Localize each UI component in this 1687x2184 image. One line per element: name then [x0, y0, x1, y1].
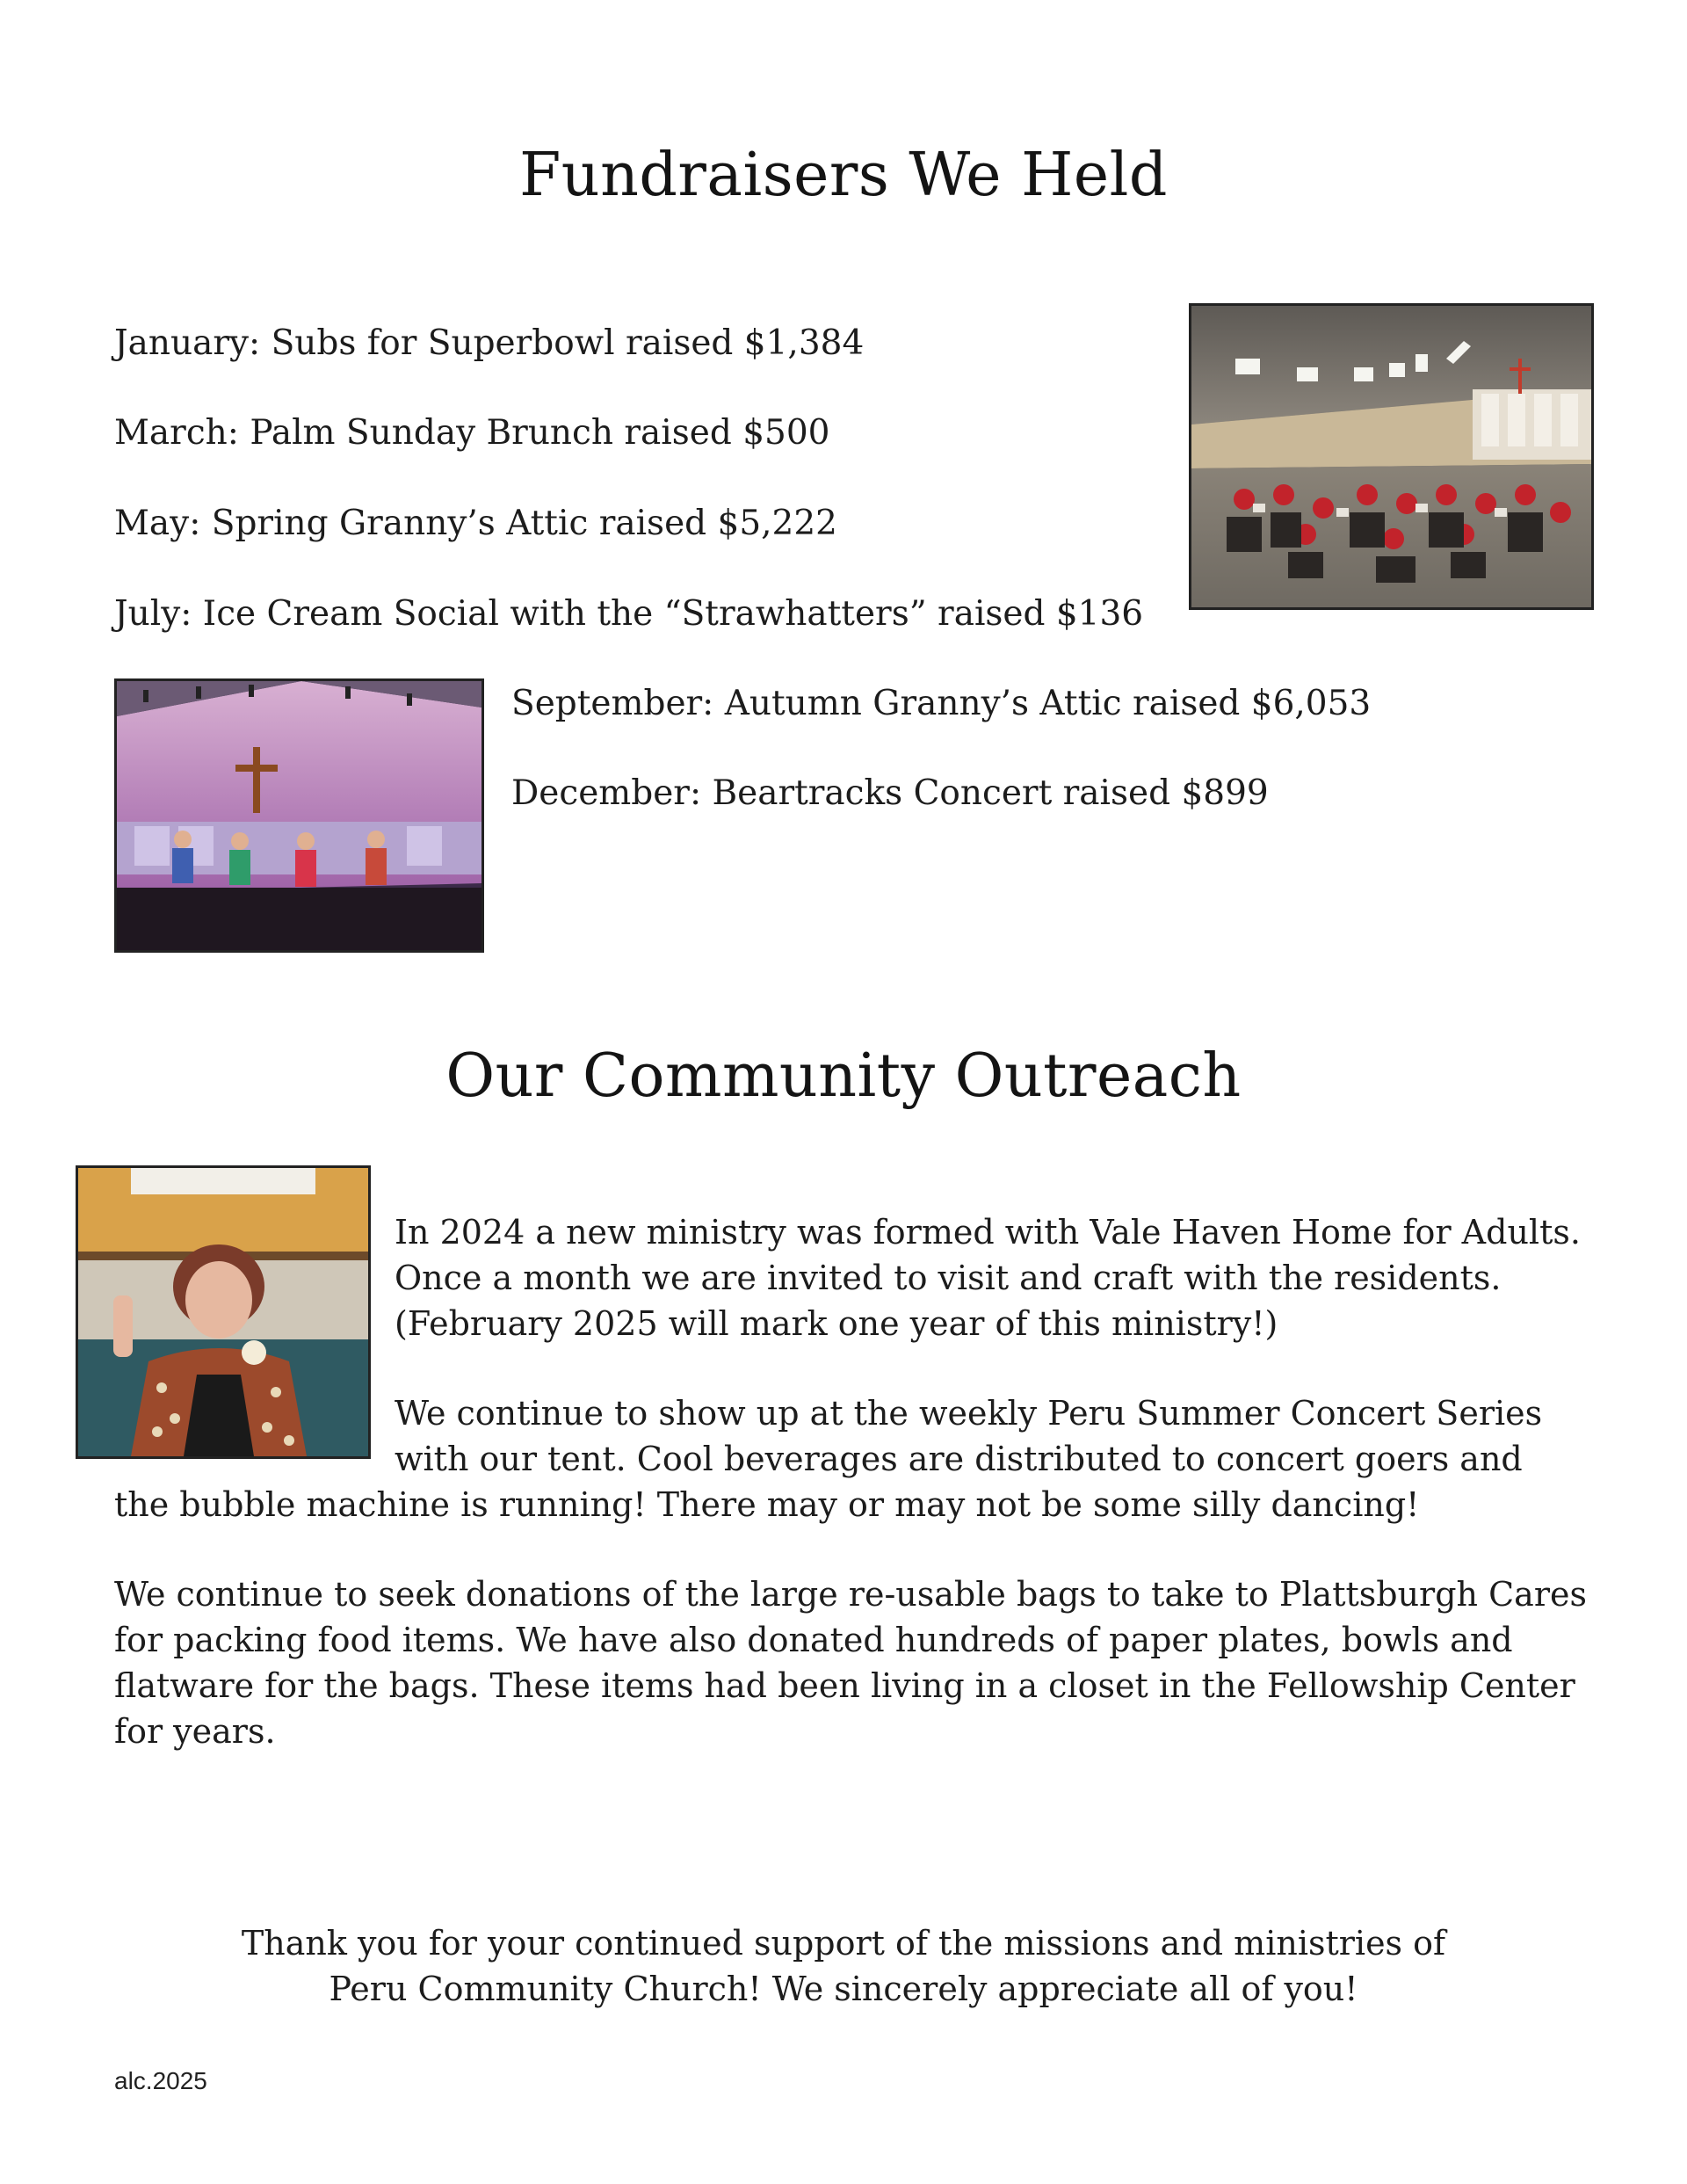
fundraiser-item-july: July: Ice Cream Social with the “Strawhatters” raised $136 [114, 594, 1144, 634]
outreach-paragraph-plattsburgh-cares: We continue to seek donations of the large re-usable bags to take to Plattsburgh Cares for packing food items. We have also donated hundreds of paper plates, bowls and flatware for the bags. These items had been living in a closet in the Fellowship Center for years. [114, 1575, 1587, 1751]
fundraiser-item-january: January: Subs for Superbowl raised $1,384 [114, 323, 865, 363]
vale-haven-visit-image [78, 1168, 368, 1456]
thank-you-line-1: Thank you for your continued support of the missions and ministries of [241, 1924, 1446, 1963]
band-concert-photo [1189, 303, 1594, 610]
outreach-paragraph-vale-haven: In 2024 a new ministry was formed with Vale Haven Home for Adults. Once a month we are invited to visit and craft with the residents. (February 2025 will mark one year of this ministry!) [395, 1213, 1581, 1343]
band-concert-image [1191, 306, 1591, 607]
fundraiser-item-december: December: Beartracks Concert raised $899 [511, 773, 1269, 813]
thank-you-message [0, 1920, 1687, 2012]
fundraiser-item-march: March: Palm Sunday Brunch raised $500 [114, 413, 830, 453]
fundraiser-item-september: September: Autumn Granny’s Attic raised $6,053 [511, 684, 1372, 723]
outreach-title: Our Community Outreach [445, 1041, 1242, 1111]
outreach-paragraph-concert-line3: the bubble machine is running! There may or may not be some silly dancing! [114, 1485, 1420, 1524]
fundraisers-title: Fundraisers We Held [519, 141, 1168, 210]
stage-performers-photo [114, 678, 484, 953]
outreach-paragraph-concert-line1: We continue to show up at the weekly Peru Summer Concert Series [395, 1394, 1543, 1433]
outreach-paragraph-concert-line2: with our tent. Cool beverages are distributed to concert goers and [395, 1440, 1523, 1478]
vale-haven-visit-photo [76, 1165, 371, 1459]
fundraiser-item-may: May: Spring Granny’s Attic raised $5,222 [114, 504, 837, 543]
stage-performers-image [117, 681, 481, 950]
author-signature: alc.2025 [114, 2067, 207, 2094]
thank-you-line-2: Peru Community Church! We sincerely appreciate all of you! [329, 1970, 1358, 2008]
